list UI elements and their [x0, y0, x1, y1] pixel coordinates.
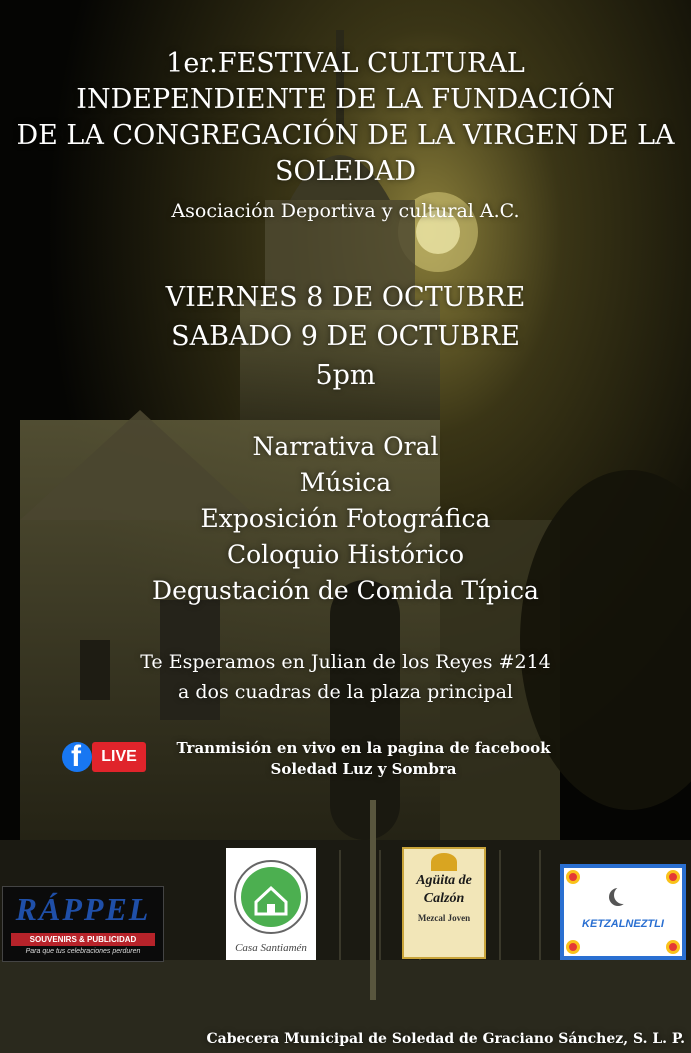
address-line-2: a dos cuadras de la plaza principal [177, 681, 513, 703]
casa-santiamen-logo [226, 848, 316, 960]
flower-icon [566, 940, 580, 954]
aguita-name-line-2: Calzón [423, 891, 465, 906]
rappel-slogan: Para que tus celebraciones perduren [25, 948, 141, 955]
rappel-logo [2, 886, 164, 962]
footer-location: Cabecera Municipal de Soledad de Graciano Sánchez, S. L. P. [206, 1031, 685, 1047]
flower-icon [566, 870, 580, 884]
casa-santiamen-name: Casa Santiamén [235, 942, 307, 954]
activity-item: Degustación de Comida Típica [152, 576, 539, 605]
activity-item: Exposición Fotográfica [200, 504, 491, 533]
moon-icon [614, 886, 632, 904]
house-icon [226, 852, 316, 942]
facebook-letter: f [71, 740, 81, 773]
title-line-2: INDEPENDIENTE DE LA FUNDACIÓN [76, 84, 615, 115]
event-time: 5pm [315, 360, 376, 391]
ketzalneztli-name: KETZALNEZTLI [582, 918, 664, 930]
flower-icon [666, 870, 680, 884]
organizer-name: Asociación Deportiva y cultural A.C. [171, 200, 520, 222]
title-line-1: 1er.FESTIVAL CULTURAL [166, 48, 525, 79]
live-badge: LIVE [92, 742, 146, 772]
sun-icon [431, 853, 457, 871]
title-line-3: DE LA CONGREGACIÓN DE LA VIRGEN DE LA [16, 120, 675, 151]
stream-line-1: Tranmisión en vivo en la pagina de facebook [176, 739, 551, 757]
rappel-tagline: SOUVENIRS & PUBLICIDAD [11, 933, 155, 946]
date-saturday: SABADO 9 DE OCTUBRE [171, 321, 520, 352]
address-line-1: Te Esperamos en Julian de los Reyes #214 [140, 651, 551, 673]
activity-item: Coloquio Histórico [226, 540, 465, 569]
rappel-name: RÁPPEL [15, 891, 151, 927]
ketzalneztli-logo [560, 864, 686, 960]
activity-item: Narrativa Oral [252, 432, 439, 461]
title-line-4: SOLEDAD [274, 156, 417, 187]
activity-item: Música [299, 468, 392, 497]
flower-icon [666, 940, 680, 954]
aguita-de-calzon-logo [402, 847, 486, 959]
stream-line-2: Soledad Luz y Sombra [270, 760, 457, 778]
aguita-name-line-1: Agüita de [416, 873, 472, 888]
aguita-product: Mezcal Joven [417, 913, 471, 923]
date-friday: VIERNES 8 DE OCTUBRE [165, 282, 526, 313]
